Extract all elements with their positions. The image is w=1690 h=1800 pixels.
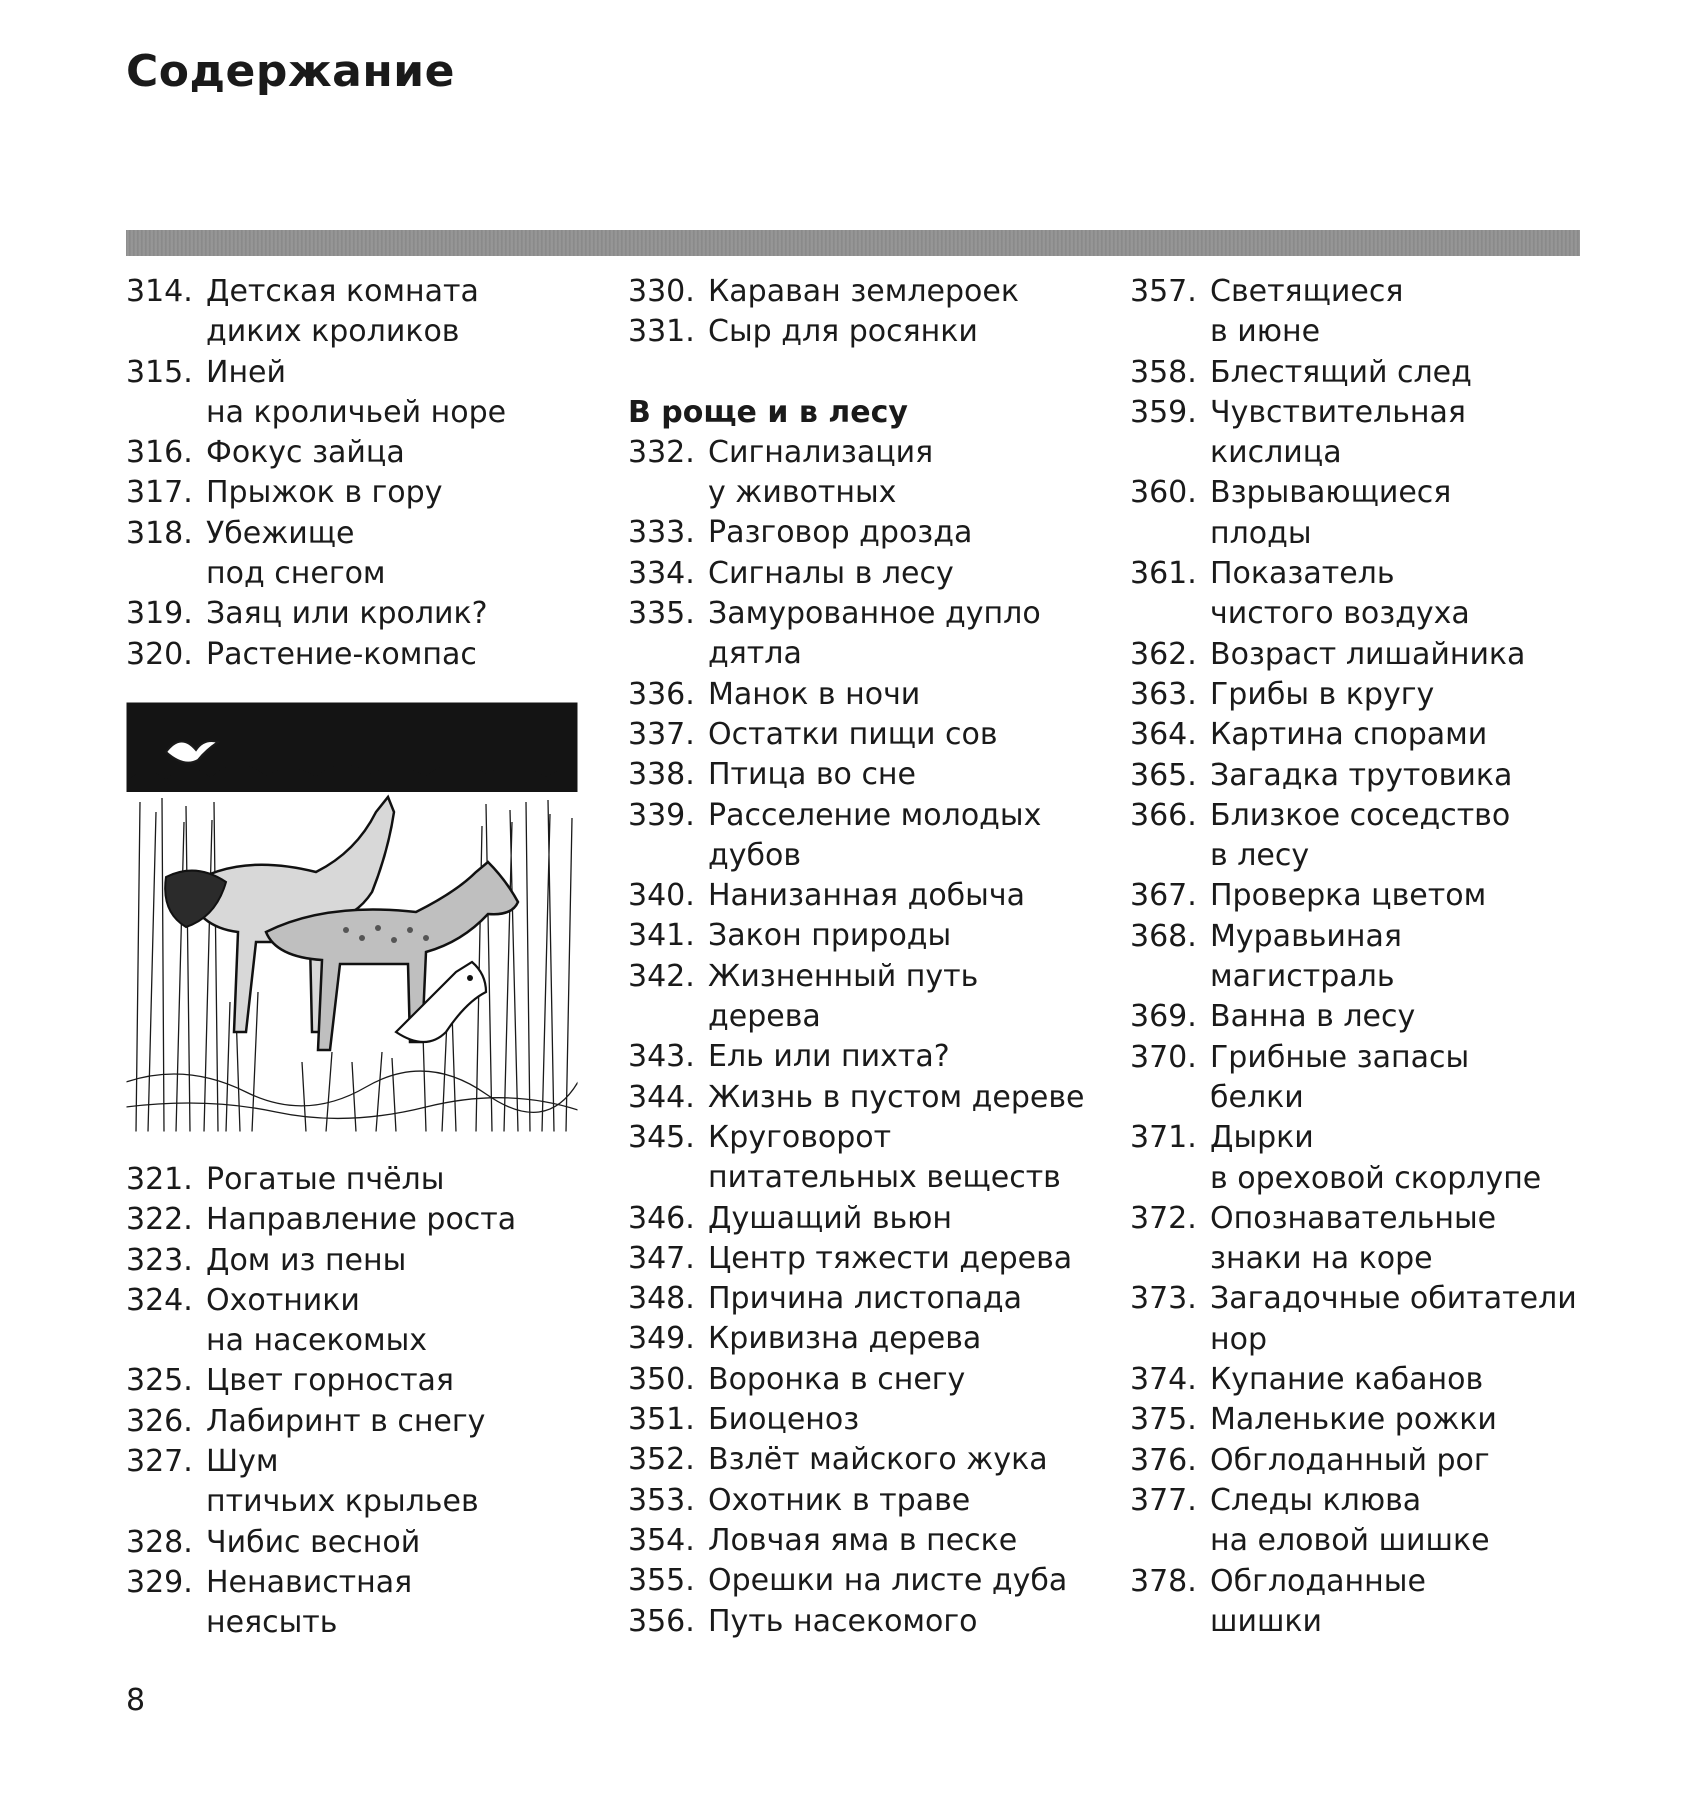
toc-entry [126,1563,586,1644]
toc-entry-number: 358. [1130,354,1197,390]
toc-entry-title: Сигналы в лесу [708,555,954,591]
toc-entry-number: 334. [628,555,695,591]
toc-entry-number: 343. [628,1039,695,1075]
toc-entry [628,1561,1088,1601]
toc-entry-number: 349. [628,1321,695,1357]
toc-entry-title: Манок в ночи [708,676,921,712]
toc-entry-title: Центр тяжести дерева [708,1240,1073,1276]
toc-entry [628,594,1088,675]
toc-entry [628,1279,1088,1319]
toc-entry-title: Ловчая яма в песке [708,1522,1018,1558]
toc-entry-title: Цвет горностая [206,1363,454,1399]
toc-entry [628,1118,1088,1199]
toc-entry [628,272,1088,312]
toc-entry-title: Охотник в траве [708,1482,971,1518]
toc-entry-number: 323. [126,1242,193,1278]
toc-entry-title: Разговор дрозда [708,515,973,551]
toc-entry-title: Направление роста [206,1202,517,1238]
toc-entry-number: 320. [126,636,193,672]
toc-entry-number: 347. [628,1240,695,1276]
toc-entry-title: Обглоданный рог [1210,1442,1490,1478]
toc-entry [628,715,1088,755]
toc-entry [628,554,1088,594]
toc-entry-number: 366. [1130,797,1197,833]
toc-entry-title: Блестящий след [1210,354,1472,390]
toc-entry-title: Путь насекомого [708,1603,978,1639]
toc-entry [628,1360,1088,1400]
toc-entry [126,514,586,595]
toc-entry-title: Ель или пихта? [708,1039,950,1075]
toc-entry [126,594,586,634]
toc-entry [628,1239,1088,1279]
toc-entry-number: 368. [1130,918,1197,954]
toc-entry [628,916,1088,956]
toc-entry-title: Дом из пены [206,1242,407,1278]
toc-entry-title: Шум птичьих крыльев [206,1444,479,1520]
toc-entry [1130,393,1590,474]
toc-entry-title: Грибы в кругу [1210,676,1435,712]
header-divider [126,230,1580,256]
toc-entry [628,1400,1088,1440]
toc-entry [126,1200,586,1240]
toc-entry-number: 319. [126,596,193,632]
toc-entry [1130,876,1590,916]
toc-entry [1130,353,1590,393]
toc-entry-number: 376. [1130,1442,1197,1478]
toc-entry-title: Иней на кроличьей норе [206,354,507,430]
toc-entry [628,1078,1088,1118]
toc-entry-title: Круговорот питательных веществ [708,1119,1061,1196]
toc-entry [1130,1360,1590,1400]
toc-entry-number: 324. [126,1282,193,1318]
toc-entry-number: 315. [126,354,193,390]
toc-entry-title: Закон природы [708,918,952,954]
toc-entry-title: Ненавистная неясыть [206,1564,413,1641]
toc-entry-number: 333. [628,515,695,551]
toc-entry [126,1281,586,1362]
toc-entry-number: 364. [1130,717,1197,753]
toc-entry [1130,917,1590,998]
toc-entry [1130,756,1590,796]
toc-entry [126,433,586,473]
toc-entry-number: 352. [628,1442,695,1478]
toc-entry-title: Птица во сне [708,757,917,793]
toc-entry [628,1602,1088,1642]
toc-entry-title: Убежище под снегом [206,515,386,592]
toc-entry-number: 335. [628,596,695,632]
toc-entry-title: Взлёт майского жука [708,1442,1048,1478]
toc-entry [628,755,1088,795]
toc-entry [628,1440,1088,1480]
toc-entry-number: 359. [1130,394,1197,430]
toc-entry-number: 362. [1130,636,1197,672]
toc-entry-number: 326. [126,1403,193,1439]
toc-entry [1130,272,1590,353]
toc-entry-number: 374. [1130,1362,1197,1398]
toc-entry-number: 328. [126,1524,193,1560]
toc-entry-title: Следы клюва на еловой шишке [1210,1482,1490,1559]
toc-entry-number: 373. [1130,1281,1197,1317]
toc-entry-number: 350. [628,1361,695,1397]
toc-entry-title: Обглоданные шишки [1210,1563,1426,1639]
toc-entry-number: 329. [126,1564,193,1600]
toc-entry-title: Расселение молодых дубов [708,797,1042,873]
toc-entry-title: Дырки в ореховой скорлупе [1210,1120,1542,1196]
toc-entry [1130,715,1590,755]
toc-entry [1130,997,1590,1037]
toc-entry-title: Возраст лишайника [1210,636,1526,672]
toc-entry-number: 371. [1130,1120,1197,1156]
toc-entry [1130,1441,1590,1481]
toc-entry [1130,675,1590,715]
toc-entry-number: 356. [628,1603,695,1639]
toc-entry-number: 314. [126,274,193,309]
toc-entry-title: Фокус зайца [206,435,405,471]
toc-entry-number: 351. [628,1402,695,1438]
toc-entry-number: 363. [1130,676,1197,712]
toc-entry-title: Душащий вьюн [708,1200,953,1236]
toc-entry [1130,1279,1590,1360]
toc-column-1-top [126,272,586,675]
toc-entry [126,1241,586,1281]
toc-entry [628,1319,1088,1359]
toc-entry-title: Картина спорами [1210,717,1488,753]
toc-entry-number: 318. [126,515,193,551]
toc-entry-title: Прыжок в гору [206,475,443,511]
toc-entry-number: 317. [126,475,193,511]
section-heading: В роще и в лесу [628,394,908,430]
toc-entry [1130,1038,1590,1119]
toc-entry-number: 331. [628,314,695,350]
toc-entry-title: Лабиринт в снегу [206,1403,486,1439]
toc-entry [628,1037,1088,1077]
toc-entry-number: 355. [628,1563,695,1599]
toc-entry [1130,554,1590,635]
toc-entry-title: Замурованное дупло дятла [708,596,1041,672]
toc-entry-title: Заяц или кролик? [206,596,488,632]
toc-entry-title: Нанизанная добыча [708,878,1025,914]
toc-entry-number: 327. [126,1444,193,1480]
toc-column-3 [1130,272,1590,1642]
toc-entry-number: 339. [628,797,695,833]
toc-entry-title: Сыр для росянки [708,314,978,350]
toc-entry-title: Жизненный путь дерева [708,958,979,1035]
toc-entry-title: Чувствительная кислица [1210,394,1466,471]
toc-entry [1130,796,1590,877]
toc-entry-title: Причина листопада [708,1281,1022,1317]
toc-entry-title: Светящиеся в июне [1210,274,1404,350]
toc-entry-title: Ванна в лесу [1210,999,1416,1035]
toc-entry-number: 378. [1130,1563,1197,1599]
toc-entry-title: Кривизна дерева [708,1321,982,1357]
toc-entry [1130,1562,1590,1643]
toc-entry-title: Близкое соседство в лесу [1210,797,1511,874]
toc-entry-title: Загадочные обитатели нор [1210,1281,1577,1357]
toc-entry [1130,1118,1590,1199]
toc-entry [1130,1481,1590,1562]
toc-entry-title: Загадка трутовика [1210,757,1513,793]
page-number: 8 [126,1683,146,1718]
toc-entry-number: 346. [628,1200,695,1236]
toc-entry-number: 330. [628,274,695,309]
toc-entry-title: Маленькие рожки [1210,1402,1497,1438]
toc-entry [126,353,586,434]
toc-entry-number: 375. [1130,1402,1197,1438]
toc-entry [628,957,1088,1038]
toc-entry-title: Биоценоз [708,1402,860,1438]
toc-entry-title: Муравьиная магистраль [1210,918,1402,995]
toc-entry-number: 340. [628,878,695,914]
toc-entry-title: Детская комната диких кроликов [206,274,479,350]
toc-entry [628,312,1088,352]
toc-entry [628,675,1088,715]
deer-in-meadow-illustration [126,702,578,1132]
toc-entry [126,473,586,513]
toc-entry [126,1361,586,1401]
toc-entry-number: 341. [628,918,695,954]
toc-entry-number: 365. [1130,757,1197,793]
toc-entry-number: 360. [1130,475,1197,511]
toc-entry-number: 348. [628,1281,695,1317]
toc-entry-title: Опознавательные знаки на коре [1210,1200,1497,1277]
toc-entry-number: 332. [628,434,695,470]
toc-entry-title: Остатки пищи сов [708,716,998,752]
toc-entry-number: 344. [628,1079,695,1115]
toc-entry-title: Караван землероек [708,274,1019,309]
toc-entry-number: 372. [1130,1200,1197,1236]
toc-entry [1130,635,1590,675]
toc-entry-number: 345. [628,1119,695,1155]
toc-entry-number: 353. [628,1482,695,1518]
toc-entry [126,1523,586,1563]
toc-entry [126,635,586,675]
toc-entry [126,1442,586,1523]
toc-column-1-bottom [126,1160,586,1644]
toc-entry-number: 377. [1130,1482,1197,1518]
toc-column-2-top [628,272,1088,353]
toc-column-2 [628,272,1088,1642]
toc-entry-number: 357. [1130,274,1197,309]
toc-entry-title: Рогатые пчёлы [206,1162,445,1197]
toc-entry [628,513,1088,553]
toc-entry-title: Растение-компас [206,636,477,672]
toc-entry [628,433,1088,514]
toc-entry-number: 325. [126,1363,193,1399]
toc-entry-number: 336. [628,676,695,712]
toc-entry [1130,473,1590,554]
toc-entry [628,876,1088,916]
toc-entry-number: 342. [628,958,695,994]
toc-entry [1130,1199,1590,1280]
toc-entry-number: 367. [1130,878,1197,914]
toc-entry [126,1402,586,1442]
toc-entry [628,1199,1088,1239]
toc-entry-number: 322. [126,1202,193,1238]
toc-entry-title: Жизнь в пустом дереве [708,1079,1085,1115]
toc-entry-number: 370. [1130,1039,1197,1075]
toc-entry-number: 369. [1130,999,1197,1035]
toc-entry-title: Грибные запасы белки [1210,1039,1470,1115]
toc-entry-number: 354. [628,1522,695,1558]
toc-entry-title: Чибис весной [206,1524,421,1560]
toc-entry-title: Купание кабанов [1210,1362,1484,1398]
toc-entry [628,1481,1088,1521]
toc-entry-title: Орешки на листе дуба [708,1563,1068,1599]
toc-entry [126,272,586,353]
toc-entry [1130,1400,1590,1440]
toc-entry-title: Охотники на насекомых [206,1282,428,1359]
toc-entry-title: Взрывающиеся плоды [1210,475,1452,551]
toc-entry-title: Показатель чистого воздуха [1210,556,1470,632]
page-title: Содержание [126,46,455,97]
toc-entry [628,1521,1088,1561]
toc-entry-title: Воронка в снегу [708,1361,966,1397]
toc-entry-number: 316. [126,435,193,471]
toc-entry [628,796,1088,877]
toc-entry-number: 338. [628,757,695,793]
toc-entry-title: Проверка цветом [1210,878,1487,914]
toc-entry-number: 321. [126,1162,193,1197]
toc-entry [126,1160,586,1200]
toc-column-2-bottom [628,433,1088,1642]
toc-entry-title: Сигнализация у животных [708,434,934,511]
toc-entry-number: 337. [628,716,695,752]
toc-entry-number: 361. [1130,556,1197,592]
